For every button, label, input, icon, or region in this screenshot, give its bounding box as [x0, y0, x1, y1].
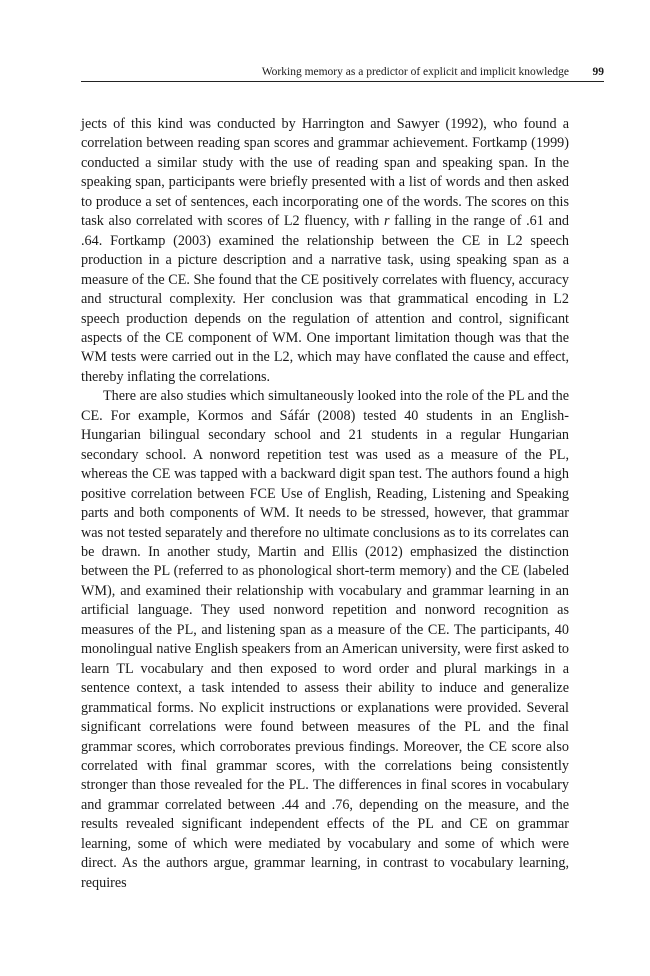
paragraph-1-text-a: jects of this kind was conducted by Harrington and Sawyer (1992), who found a correlation between reading span scores and grammar achievement. Fortkamp (1999) conducted a similar study with the use of reading span and speaking span. In the speaking span, participants were briefly presented with a list of words and then asked to produce a set of sentences, each incorporating one of the words. The scores on this task also correlated with scores of L2 fluency, with	[81, 116, 569, 230]
paragraph-2: There are also studies which simultaneously looked into the role of the PL and the CE. For example, Kormos and Sáfár (2008) tested 40 students in an English-Hungarian bilingual secondary school and 21 students in a regular Hungarian secondary school. A nonword repetition test was used as a measure of the PL, whereas the CE was tapped with a backward digit span test. The authors found a high positive correlation between FCE Use of English, Reading, Listening and Speaking parts and both components of WM. It needs to be stressed, however, that grammar was not tested separately and therefore no ultimate conclusions as to its correlates can be drawn. In another study, Martin and Ellis (2012) emphasized the distinction between the PL (referred to as phonological short-term memory) and the CE (labeled WM), and examined their relationship with vocabulary and grammar learning in an artificial language. They used nonword repetition and nonword recognition as measures of the PL, and listening span as a measure of the CE. The participants, 40 monolingual native English speakers from an American university, were first asked to learn TL vocabulary and then exposed to word order and plural markings in a sentence context, a task intended to assess their ability to induce and generalize grammatical forms. No explicit instructions or explanations were provided. Several significant correlations were found between measures of the PL and the final grammar scores, which corroborates previous findings. Moreover, the CE score also correlated with final grammar scores, with the correlations being consistently stronger than those revealed for the PL. The differences in final scores in vocabulary and grammar correlated between .44 and .76, depending on the measure, and the results revealed significant independent effects of the PL and CE on grammar learning, some of which were mediated by vocabulary and some of which were direct. As the authors argue, grammar learning, in contrast to vocabulary learning, requires	[81, 388, 569, 891]
correlation-coefficient-symbol: r	[383, 213, 390, 230]
body-text	[81, 115, 569, 893]
page-number: 99	[592, 66, 604, 78]
running-head	[81, 63, 604, 82]
paragraph-1-text-b: falling in the range of .61 and .64. Fortkamp (2003) examined the relationship between the CE in L2 speech production in a picture description and a narrative task, using speaking span as a measure of the CE. She found that the CE positively correlates with fluency, accuracy and structural complexity. Her conclusion was that grammatical encoding in L2 speech production depends on the regulation of attention and control, significant aspects of the CE component of WM. One important limitation though was that the WM tests were carried out in the L2, which may have conflated the cause and effect, thereby inflating the correlations.	[81, 213, 570, 385]
running-title: Working memory as a predictor of explicit and implicit knowledge	[261, 66, 569, 78]
paragraph-1	[81, 115, 569, 387]
